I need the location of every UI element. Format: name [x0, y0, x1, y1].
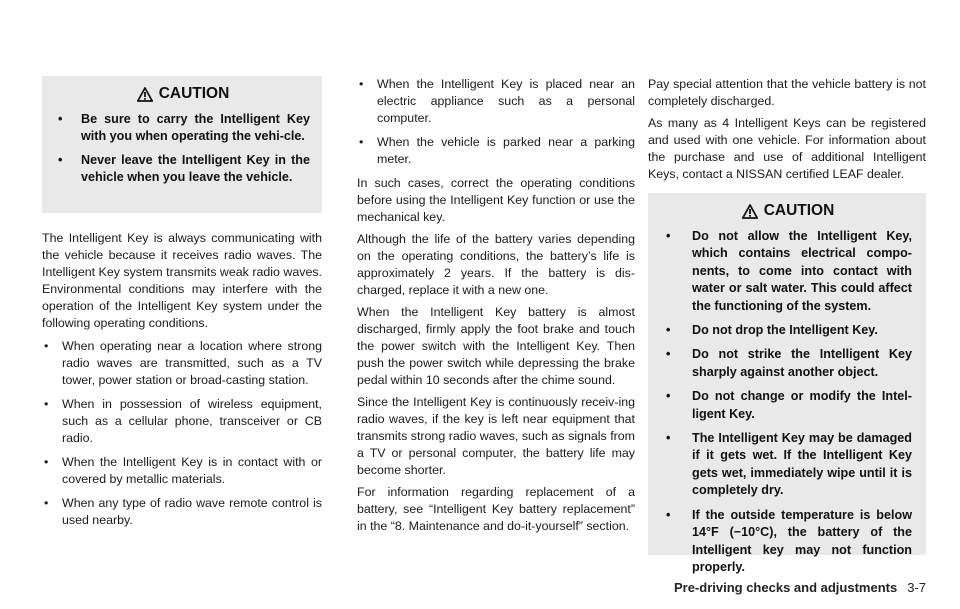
caution-list-right	[664, 228, 912, 576]
conditions-list-middle	[357, 76, 635, 168]
caution-item: • If the outside temperature is below 14°F (−10°C), the battery of the Intelligent key may not function properly.	[664, 507, 912, 577]
caution-box-left	[42, 76, 322, 213]
paragraph: As many as 4 Intelligent Keys can be registered and used with one vehicle. For information about the purchase and use of additional Intelligent Keys, contact a NISSAN certified LEAF dealer.	[648, 116, 926, 181]
intro-paragraph: The Intelligent Key is always communicating with the vehicle because it receives radio waves. The Intelligent Key system transmits weak radio waves. Environmental conditions may interfere with the operation of the Intelligent Key system under the following operating conditions.	[42, 231, 322, 330]
warning-icon	[137, 87, 153, 102]
warning-icon	[742, 204, 758, 219]
caution-item: • Never leave the Intelligent Key in the vehicle when you leave the vehicle.	[56, 152, 310, 187]
paragraph: Since the Intelligent Key is continuously receiv-ing radio waves, if the key is left near equipment that transmits strong radio waves, such as signals from a TV or personal computer, the battery life may become shorter.	[357, 395, 635, 477]
paragraph: Pay special attention that the vehicle battery is not completely discharged.	[648, 77, 926, 108]
caution-item: • Do not strike the Intelligent Key sharply against another object.	[664, 346, 912, 381]
caution-title-left: CAUTION	[158, 85, 230, 102]
paragraph: In such cases, correct the operating conditions before using the Intelligent Key function or use the mechanical key.	[357, 176, 635, 224]
page-footer	[674, 580, 926, 595]
list-item: • When the vehicle is parked near a parking meter.	[357, 134, 635, 168]
caution-heading-left	[56, 85, 310, 103]
caution-item: • Do not allow the Intelligent Key, which contains electrical compo-nents, to come into contact with water or salt water. This could affect the functioning of the system.	[664, 228, 912, 315]
caution-list-left	[56, 111, 310, 187]
column-left	[42, 0, 322, 536]
footer-section-title: Pre-driving checks and adjustments	[673, 580, 898, 595]
conditions-list-left	[42, 338, 322, 529]
column-right	[648, 76, 926, 574]
column-middle	[357, 76, 635, 540]
paragraph: When the Intelligent Key battery is almost discharged, firmly apply the foot brake and touch the power switch with the Intelligent Key. Then push the power switch while depressing the brake pedal within 10 seconds after the chime sound.	[357, 305, 635, 387]
caution-item: • The Intelligent Key may be damaged if it gets wet. If the Intelligent Key gets wet, immediately wipe until it is completely dry.	[664, 430, 912, 500]
caution-box-right	[648, 193, 926, 574]
caution-heading-right	[664, 202, 912, 220]
caution-item: • Be sure to carry the Intelligent Key with you when operating the vehi-cle.	[56, 111, 310, 146]
caution-title-right: CAUTION	[763, 202, 835, 219]
paragraph: For information regarding replacement of a battery, see “Intelligent Key battery replacement” in the “8. Maintenance and do-it-yourself” section.	[357, 485, 635, 533]
list-item: • When any type of radio wave remote control is used nearby.	[42, 495, 322, 529]
list-item: • When the Intelligent Key is in contact with or covered by metallic materials.	[42, 454, 322, 488]
caution-item: • Do not drop the Intelligent Key.	[664, 322, 912, 339]
paragraph: Although the life of the battery varies depending on the operating conditions, the battery’s life is approximately 2 years. If the battery is dis-charged, replace it with a new one.	[357, 232, 635, 297]
list-item: • When operating near a location where strong radio waves are transmitted, such as a TV tower, power station or broad-casting station.	[42, 338, 322, 389]
caution-item: • Do not change or modify the Intel-ligent Key.	[664, 388, 912, 423]
list-item: • When the Intelligent Key is placed near an electric appliance such as a personal computer.	[357, 76, 635, 127]
list-item: • When in possession of wireless equipment, such as a cellular phone, transceiver or CB radio.	[42, 396, 322, 447]
page-number: 3-7	[907, 580, 926, 595]
